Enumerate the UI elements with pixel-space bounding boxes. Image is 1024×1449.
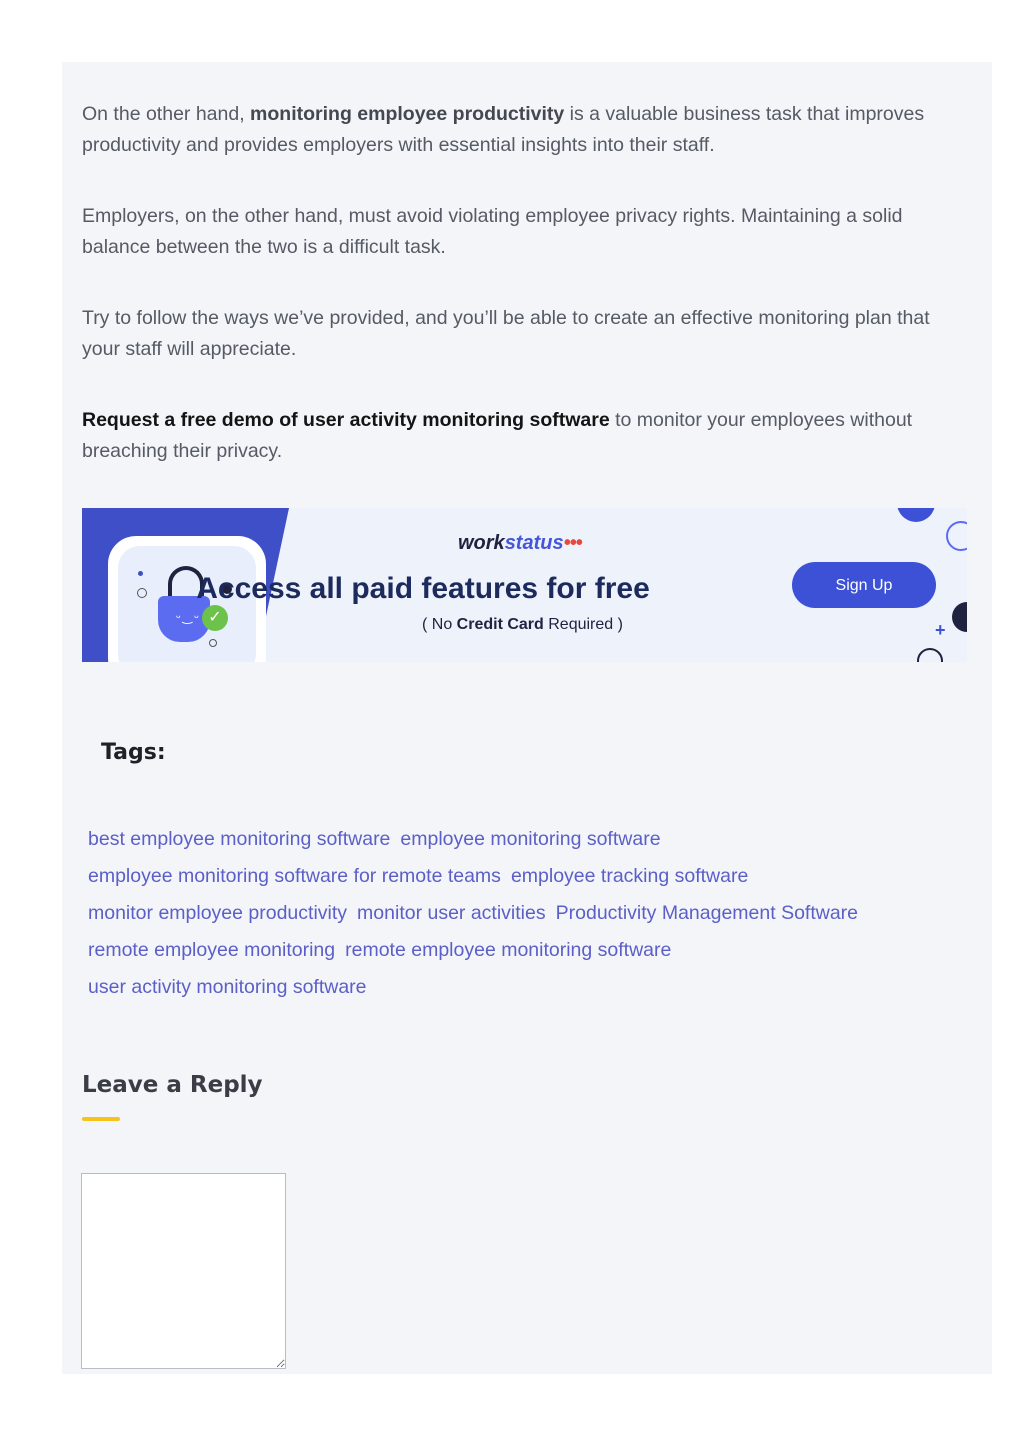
paragraph-4-text: to monitor your employees without breaching their privacy.: [82, 409, 913, 462]
tag-link[interactable]: employee tracking software: [510, 865, 749, 887]
paragraph-2: Employers, on the other hand, must avoid violating employee privacy rights. Maintaining a solid balance between the two is a difficult task.: [82, 205, 903, 258]
tag-row: [88, 970, 968, 1007]
tag-link[interactable]: remote employee monitoring software: [345, 939, 672, 961]
tag-link[interactable]: Productivity Management Software: [555, 902, 859, 924]
brand-logo-work: work: [458, 532, 505, 554]
tags-heading: Tags:: [101, 740, 166, 765]
paragraph-4: [82, 405, 972, 467]
comment-textarea[interactable]: [81, 1173, 286, 1369]
promo-banner[interactable]: [82, 508, 967, 662]
brand-logo-dots: •••: [563, 532, 582, 554]
tag-list: [88, 822, 968, 1007]
sign-up-button[interactable]: Sign Up: [792, 562, 936, 608]
tag-row: [88, 933, 968, 970]
decor-ring: [209, 639, 217, 647]
decor-circle: [897, 508, 935, 522]
checkmark-icon: ✓: [202, 605, 228, 631]
tag-link[interactable]: monitor employee productivity: [88, 902, 348, 924]
leave-reply-heading: Leave a Reply: [82, 1072, 263, 1098]
paragraph-1: [82, 99, 972, 161]
banner-subline-start: ( No: [422, 616, 457, 633]
decor-ring: [917, 648, 943, 662]
tag-link[interactable]: employee monitoring software for remote teams: [88, 865, 501, 887]
smile-icon: ᵕ‿ᵕ: [176, 610, 201, 624]
tag-link[interactable]: remote employee monitoring: [88, 939, 336, 961]
banner-subline-bold: Credit Card: [456, 616, 544, 633]
tag-link[interactable]: employee monitoring software: [400, 828, 661, 850]
paragraph-1-text-start: On the other hand,: [82, 103, 251, 125]
heading-underline: [82, 1117, 120, 1121]
tag-row: [88, 859, 968, 896]
tag-link[interactable]: user activity monitoring software: [88, 976, 367, 998]
tag-row: [88, 822, 968, 859]
plus-icon: +: [935, 620, 946, 640]
tag-link[interactable]: monitor user activities: [357, 902, 546, 924]
brand-logo-status: status: [504, 532, 564, 554]
paragraph-1-bold: monitoring employee productivity: [250, 103, 565, 125]
tag-row: [88, 896, 968, 933]
decor-ring: [946, 521, 967, 551]
tag-link[interactable]: best employee monitoring software: [88, 828, 391, 850]
banner-subline: [422, 616, 623, 634]
article-card: [62, 62, 992, 1374]
decor-circle: [952, 602, 967, 632]
paragraph-1-text-end: is a valuable business task that improves productivity and provides employers with essential insights into their staff.: [82, 103, 925, 156]
banner-subline-end: Required ): [543, 616, 623, 633]
brand-logo: [458, 532, 582, 555]
banner-headline: Access all paid features for free: [196, 572, 650, 605]
demo-request-link[interactable]: Request a free demo of user activity monitoring software: [82, 409, 610, 431]
paragraph-3: Try to follow the ways we’ve provided, and you’ll be able to create an effective monitoring plan that your staff will appreciate.: [82, 307, 930, 360]
